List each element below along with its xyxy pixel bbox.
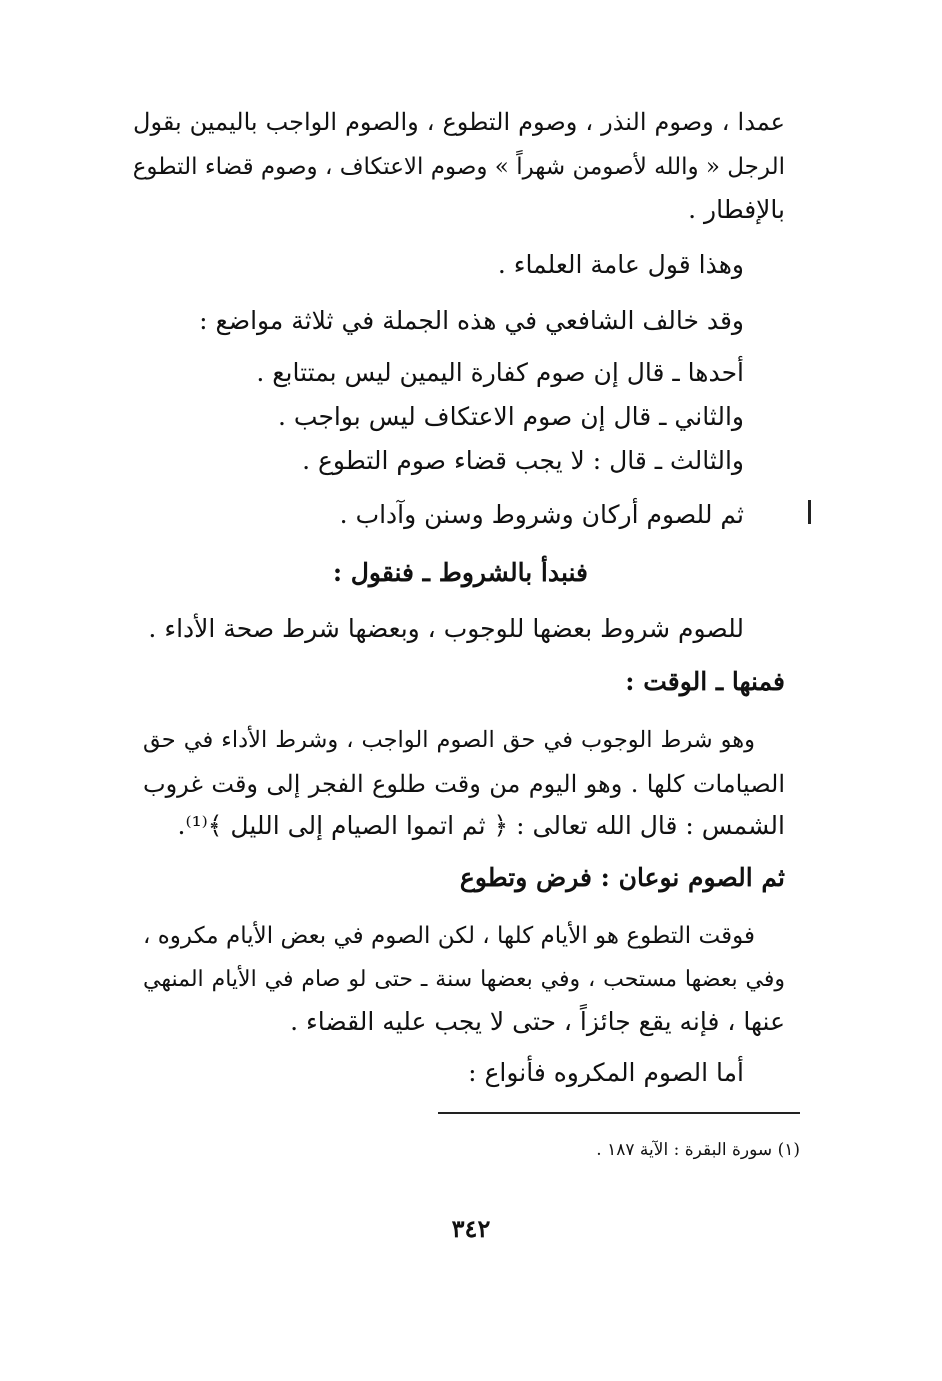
text-line: الصيامات كلها . وهو اليوم من وقت طلوع الفجر إلى وقت غروب	[143, 770, 785, 798]
text-line: وقد خالف الشافعي في هذه الجملة في ثلاثة مواضع :	[199, 306, 744, 335]
page-number: ٣٤٢	[451, 1214, 491, 1243]
text-line: بالإفطار .	[688, 195, 785, 224]
footnote: (١) سورة البقرة : الآية ١٨٧ .	[596, 1140, 800, 1160]
text-line: فوقت التطوع هو الأيام كلها ، لكن الصوم في بعض الأيام مكروه ،	[143, 923, 755, 949]
text-line: والثاني ـ قال إن صوم الاعتكاف ليس بواجب .	[278, 402, 744, 431]
section-heading: فمنها ـ الوقت :	[625, 667, 785, 696]
text-line: وهذا قول عامة العلماء .	[497, 250, 744, 279]
text-line: عنها ، فإنه يقع جائزاً ، حتى لا يجب عليه القضاء .	[290, 1007, 785, 1036]
margin-mark	[808, 500, 811, 524]
text-line: وفي بعضها مستحب ، وفي بعضها سنة ـ حتى لو صام في الأيام المنهي	[143, 967, 785, 992]
section-heading: فنبدأ بالشروط ـ فنقول :	[332, 558, 588, 587]
section-heading: ثم الصوم نوعان : فرض وتطوع	[459, 863, 785, 892]
text-line: والثالث ـ قال : لا يجب قضاء صوم التطوع .	[302, 446, 744, 475]
text-line: أما الصوم المكروه فأنواع :	[468, 1058, 744, 1087]
text-line: للصوم شروط بعضها للوجوب ، وبعضها شرط صحة الأداء .	[148, 614, 744, 643]
text-line: الرجل « والله لأصومن شهراً » وصوم الاعتكاف ، وصوم قضاء التطوع	[132, 154, 785, 180]
footnote-separator	[438, 1112, 800, 1114]
text-line: الشمس : قال الله تعالى : ﴿ ثم اتموا الصيام إلى الليل ﴾⁽¹⁾.	[177, 811, 785, 840]
text-line: ثم للصوم أركان وشروط وسنن وآداب .	[339, 500, 744, 529]
text-line: أحدها ـ قال إن صوم كفارة اليمين ليس بمتتابع .	[256, 358, 744, 387]
text-line: عمدا ، وصوم النذر ، وصوم التطوع ، والصوم الواجب باليمين بقول	[133, 108, 785, 136]
text-line: وهو شرط الوجوب في حق الصوم الواجب ، وشرط الأداء في حق	[143, 727, 755, 753]
